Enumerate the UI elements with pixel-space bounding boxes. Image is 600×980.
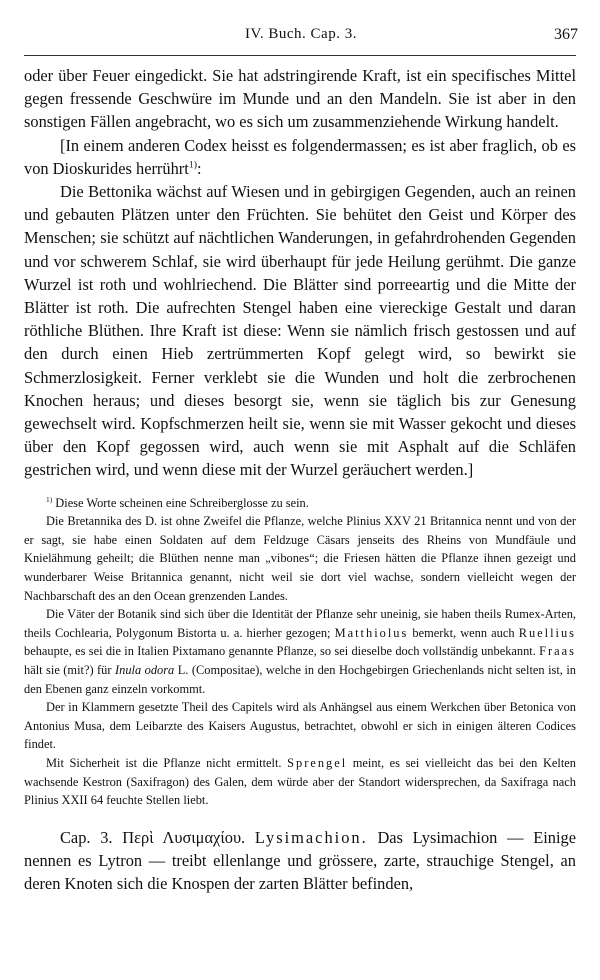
chapter-plant-name: Lysimachion. — [254, 827, 368, 847]
botany-text-e: L. (Compositae), welche in den Hochgebirgen Griechenlands nicht selten ist, in den Ebenen ganz einzeln vorkommt. — [24, 663, 576, 696]
footnote-ref-1: 1) — [188, 159, 197, 171]
footnote-1 — [24, 494, 576, 513]
codex-note-text: [In einem anderen Codex heisst es folgendermassen; es ist aber fraglich, ob es von Dioskurides herrührt — [24, 135, 576, 178]
footnote-botany — [24, 605, 576, 698]
main-text — [24, 64, 576, 482]
chapter-3 — [24, 826, 576, 896]
footnote-1-mark: 1) — [46, 494, 53, 504]
chapter-3-paragraph — [24, 826, 576, 896]
chapter-spacer — [24, 810, 576, 826]
paragraph-codex-note — [24, 134, 576, 180]
page-body — [24, 64, 576, 895]
sprengel-text-b: meint, es sei vielleicht das bei den Kelten wachsende Kestron (Saxifragon) des Galen, dem würde aber der Standort widersprechen, da Saxifraga nach Plinius XXII 64 feuchte Stellen liebt. — [24, 755, 576, 808]
author-matthiolus: Matthiolus — [334, 625, 409, 640]
footnote-musa: Der in Klammern gesetzte Theil des Capitels wird als Anhängsel aus einem Werkchen über Betonica von Antonius Musa, dem Leibarzte des Kaisers Augustus, betrachtet, obwohl er sich in einigen älteren Codices findet. — [24, 700, 576, 752]
chapter-label: Cap. 3. — [60, 827, 113, 847]
botany-text-a: Die Väter der Botanik sind sich über die Identität der Pflanze sehr uneinig, sie haben theils Rumex-Arten, theils Cochlearia, Polygonum Bistorta u. a. hierher gezogen; — [24, 607, 576, 640]
paragraph-bettonika: Die Bettonika wächst auf Wiesen und in gebirgigen Gegenden, auch an reinen und gebauten Plätzen unter den Früchten. Sie behütet den Geist und Körper des Menschen; sie schützt auf nächtlichen Wanderungen, in gefahrdrohenden Gegenden und vor schwerem Schlaf, sie wird überhaupt für jede Heilung gerühmt. Die ganze Wurzel ist roth und wohlriechend. Die Blätter sind porreeartig und die Mitte der Blätter ist roth. Die aufrechten Stengel haben eine viereckige Gestalt und daran röthliche Blüthen. Ihre Kraft ist diese: Wenn sie nämlich frisch gestossen und auf den durch einen Hieb zertrümmerten Kopf gelegt wird, so bewirkt sie Schmerzlosigkeit. Ferner verklebt sie die Wunden und holt die zerbrochenen Knochen heraus; und dieses besorgt sie, wenn sie täglich bis zur Genesung gewechselt wird. Kopfschmerzen heilt sie, wenn sie mit Wasser gekocht und dieses über den Kopf gegossen wird, auch wenn sie mit Asphalt auf die Schläfen gestrichen wird, und wenn diese mit der Wurzel geräuchert werden.] — [24, 182, 576, 480]
running-head: IV. Buch. Cap. 3. — [245, 26, 357, 42]
footnote-sprengel — [24, 754, 576, 810]
author-sprengel: Sprengel — [287, 755, 348, 770]
botany-text-b: bemerkt, wenn auch — [412, 625, 515, 640]
author-fraas: Fraas — [539, 644, 576, 659]
species-inula-odora: Inula odora — [115, 663, 175, 677]
paragraph-continuation: oder über Feuer eingedickt. Sie hat adstringirende Kraft, ist ein specifisches Mittel gegen fressende Geschwüre im Munde und an den Mandeln. Sie ist aber in den sonstigen Fällen angebracht, wo es sich um zusammenziehende Wirkung handelt. — [24, 66, 576, 132]
footnote-spacer — [24, 482, 576, 494]
header-rule — [24, 55, 576, 56]
page-header — [24, 26, 578, 46]
footnotes — [24, 494, 576, 810]
codex-note-end: : — [196, 158, 202, 178]
author-ruellius: Ruellius — [518, 625, 577, 640]
chapter-text: Das Lysimachion — Einige nennen es Lytron — treibt ellenlange und grössere, zarte, strauchige Stengel, an deren Knoten sich die Knospen der zarten Blätter befinden, — [24, 827, 576, 894]
botany-text-c: behaupte, es sei die in Italien Pixtamano genannte Pflanze, so sei dieselbe doch vollständig unbekannt. — [24, 644, 536, 659]
sprengel-text-a: Mit Sicherheit ist die Pflanze nicht ermittelt. — [46, 755, 282, 770]
botany-text-d: hält sie (mit?) für — [24, 663, 112, 677]
page-number: 367 — [554, 26, 578, 43]
footnote-1-text: Diese Worte scheinen eine Schreiberglosse zu sein. — [55, 495, 309, 510]
footnote-bretannika: Die Bretannika des D. ist ohne Zweifel die Pflanze, welche Plinius XXV 21 Britannica nennt und von der er sagt, sie habe einen Soldaten auf dem Feldzuge Cäsars jenseits des Rheins von Mundfäule und Knielähmung geheilt; die Blüthen nenne man „vibones“; die Friesen hätten die Pflanze ihnen gezeigt und wunderbarer Weise Britannica genannt, nicht weil sie dort viel wachse, sondern vielleicht wegen der Nachbarschaft des an den Ocean grenzenden Landes. — [24, 514, 576, 603]
chapter-greek-title: Περὶ Λυσιμαχίου. — [122, 827, 246, 847]
